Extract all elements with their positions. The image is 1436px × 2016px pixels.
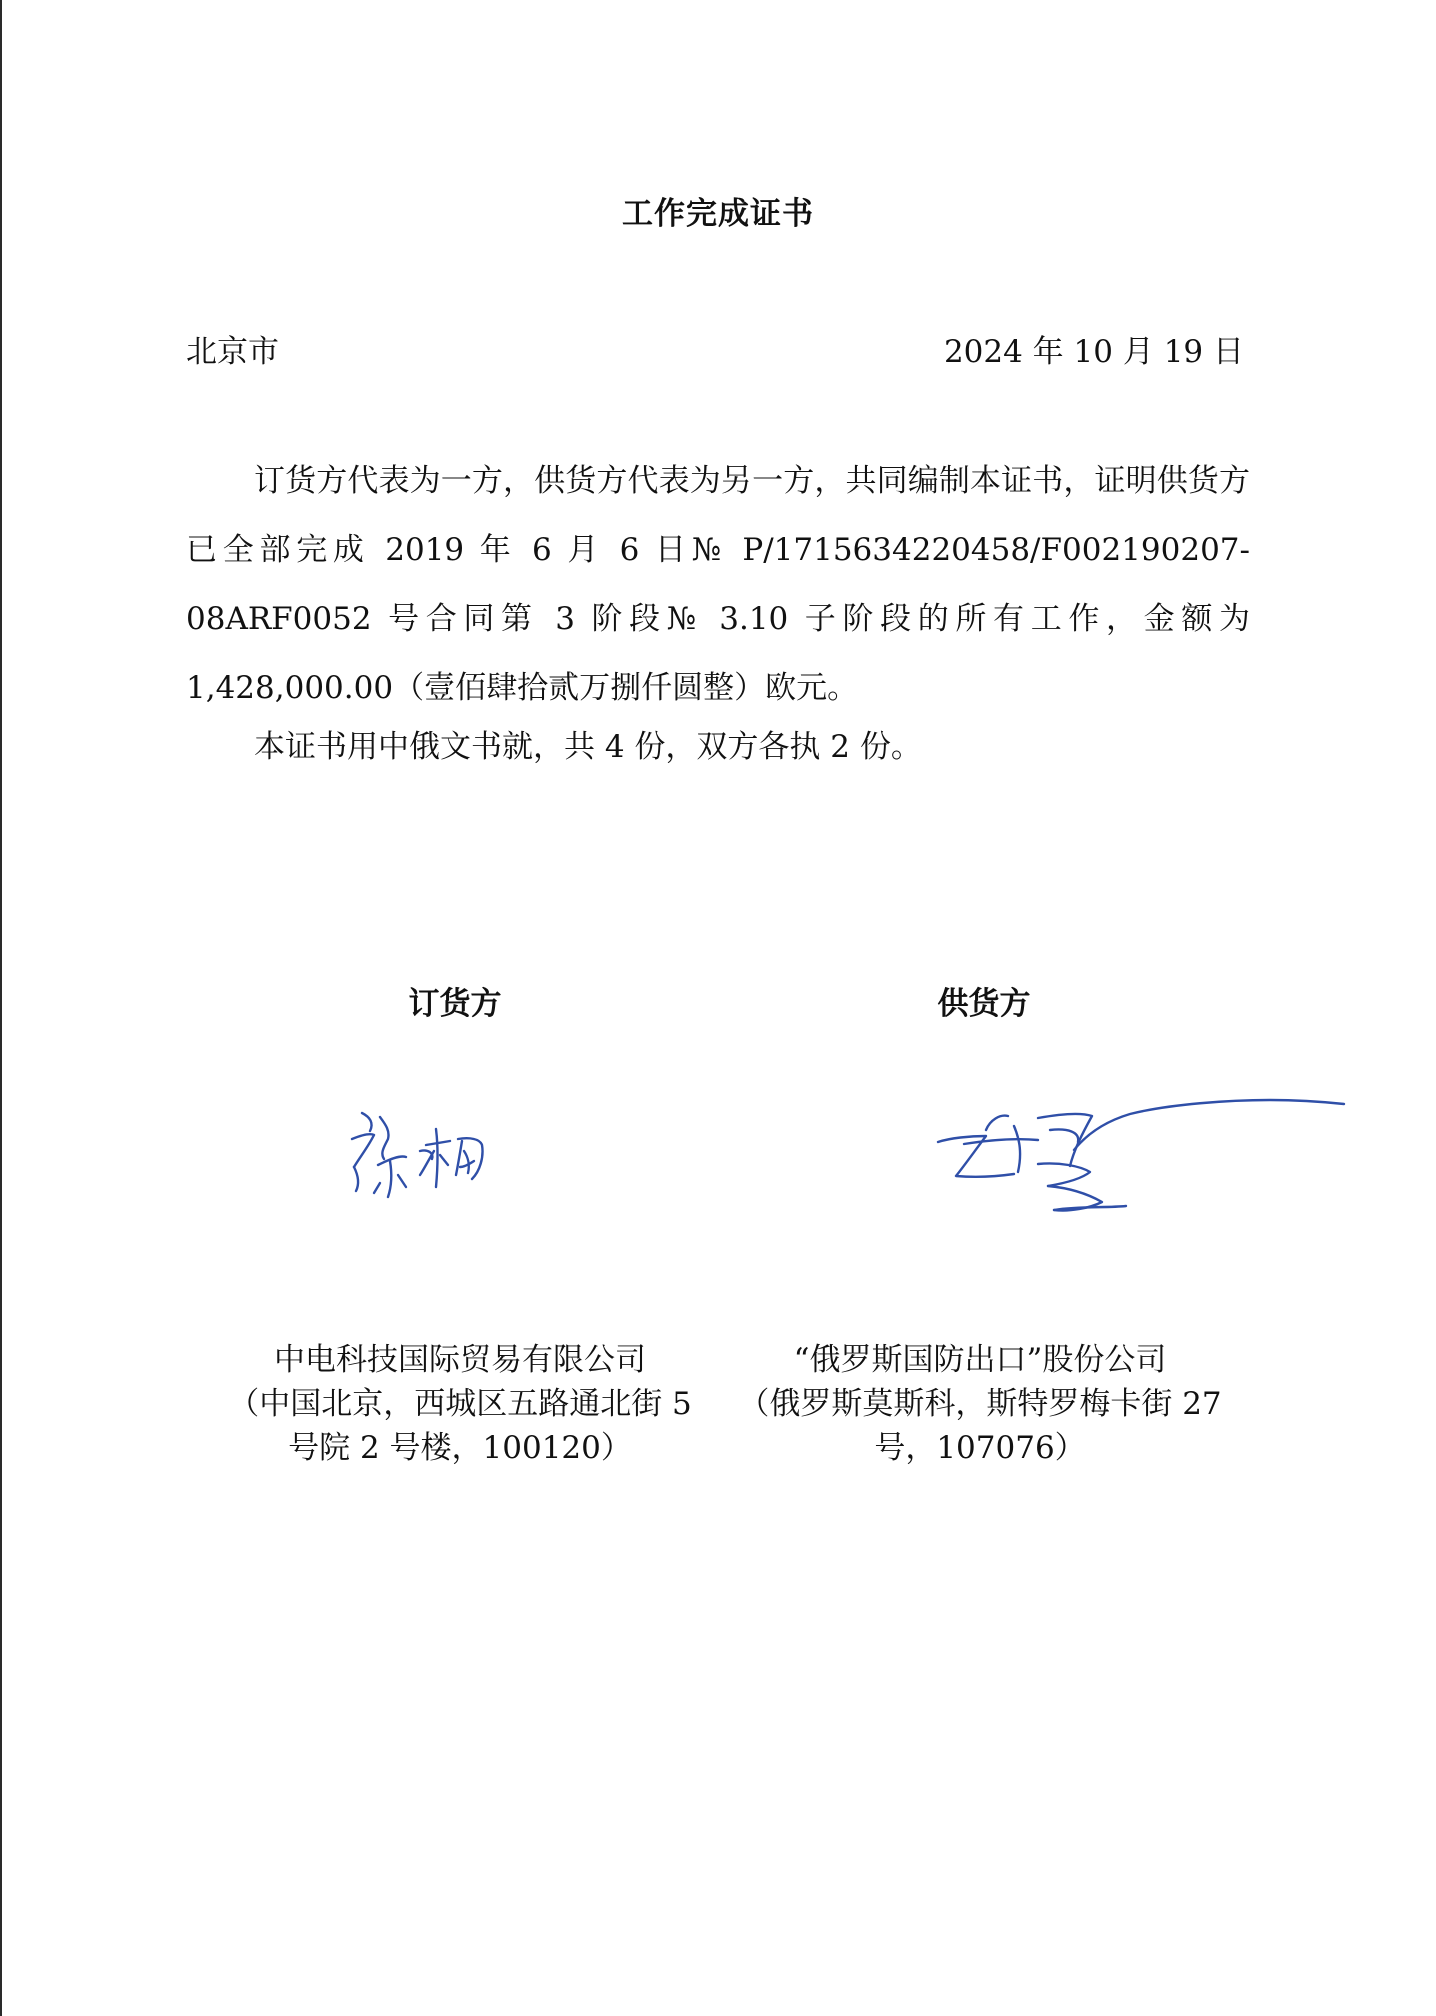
document-date: 2024 年 10 月 19 日: [943, 334, 1244, 370]
buyer-heading: 订货方: [408, 986, 502, 1022]
supplier-heading: 供货方: [937, 986, 1031, 1022]
document-title: 工作完成证书: [622, 196, 814, 232]
supplier-address-line-2: 号，107076）: [874, 1430, 1086, 1466]
document-city: 北京市: [186, 334, 279, 370]
page-edge-border: [0, 0, 2, 2016]
supplier-signature: [930, 1090, 1350, 1230]
buyer-signature: [340, 1095, 540, 1215]
buyer-company-name: 中电科技国际贸易有限公司: [274, 1342, 646, 1378]
supplier-company-name: “俄罗斯国防出口”股份公司: [793, 1342, 1167, 1378]
buyer-address-line-2: 号院 2 号楼，100120）: [288, 1430, 632, 1466]
buyer-address-block: [200, 1338, 720, 1470]
body-paragraph-1: 订货方代表为一方，供货方代表为另一方，共同编制本证书，证明供货方已全部完成 2019 年 6 月 6 日№ P/1715634220458/F002190207-08ARF0052 号合同第 3 阶段№ 3.10 子阶段的所有工作，金额为 1,428,000.00（壹佰肆拾贰万捌仟圆整）欧元。: [186, 463, 1250, 706]
supplier-address-block: [720, 1338, 1240, 1470]
buyer-address-line-1: （中国北京，西城区五路通北街 5: [228, 1386, 692, 1422]
supplier-address-line-1: （俄罗斯莫斯科，斯特罗梅卡街 27: [738, 1386, 1222, 1422]
body-paragraph-2: 本证书用中俄文书就，共 4 份，双方各执 2 份。: [254, 729, 922, 765]
